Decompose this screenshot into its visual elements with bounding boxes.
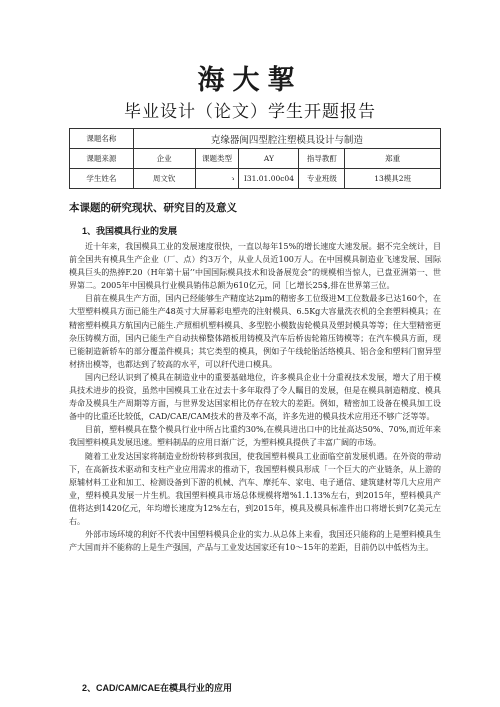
subheading-cad: 2、CAD/CAM/CAE在模具行业的应用 xyxy=(82,683,233,693)
paragraph: 目前，塑料模具在整个模具行业中所占比重约30%,在模具进出口中的比扯高达50%、70%,而近年来我国塑料模具发展迅速。塑料制品的应用日渐广泛，为塑料模具提供了丰富广阔的市场。 xyxy=(69,425,441,448)
subheading-industry: 1、我国模具行业的发展 xyxy=(82,226,178,236)
table-row xyxy=(70,149,441,169)
paragraph: 随着工业发达国家将制造业纷纷转移到我国，使我国塑料模具工业面临空前发展机遇。在外资的带动下，在高新技术驱动和支柱产业应用需求的推动下，我国塑料模具形成「一个巨大的产业链条，从上游的原辅材料工业和加工、检测设备到下游的机械、汽车、摩托车、家电、电子通信、建筑建材等几大应用产业，塑料模具发展一片生机。我国塑料模具市场总体规模将增%1.1.13%左右，到2015年，塑料模具产值将达到1420亿元，年均增长速度为12%左右，到2015年，模具及模具标准件出口将增长到7亿美元左右。 xyxy=(69,451,441,526)
source-label: 课题来源 xyxy=(70,149,134,169)
paragraph: 目前在模具生产方面，国内已经能够生产精度达2μm的精密多工位级进M工位数最多已达160个，在大型塑料模具方面已能生产48英寸大屏幕彩电塑壳的注射模具、6.5Kg大容量洗衣机的全套塑料模具；在精密塑料模具方航国内已能生.产照相机塑料模具、多型腔小模数齿轮模具及塑封模具等等；住大型精密更杂压铸模方面，国内已能生产自动扶梯整体踏板用铸模及汽车后桥齿轮箱压铸模等；在汽车模具方面，现已能制造新轿车的部分覆盖件模具；其它类型的模具，例如子午线轮胎活络模具、铝合金和塑料门窗异型材挤出模等，也都达到了较高的水平，可以秆代进口模具。 xyxy=(69,294,441,369)
name-label: 学生姓名 xyxy=(70,169,134,189)
major-value: 13模具2班 xyxy=(345,169,441,189)
type-label: 课题类型 xyxy=(195,149,239,169)
major-label: 专业班级 xyxy=(299,169,345,189)
topic-value: 克缘器闽四型腔注塑模具设计与制造 xyxy=(133,129,440,149)
university-logo-text: 海大挈 xyxy=(197,65,303,96)
name-value: 周文钦 xyxy=(133,169,195,189)
source-value: 企业 xyxy=(133,149,195,169)
info-table xyxy=(69,128,441,189)
paragraph: 国内已经认识到了模具在制造业中的重要基础地位，许多模具企业十分重视技术发展，增大了用于模具技术进步的投资，虽然中国模具工业在过去十多年取得了令人瞩目的发展，但是在模具制造精度、模具寿命及模具生产周期等方面，与世界发达国家相比仍存在较大的差距。例如，精密加工设备在模具加工设备中的比重还比较低，CAD/CAE/CAM技术的普及率不高，许多先进的模具技术应用还不够广泛等等。 xyxy=(69,372,441,422)
type-value: AY xyxy=(239,149,299,169)
advisor-label: 指导教酊 xyxy=(299,149,345,169)
table-row xyxy=(70,169,441,189)
body-text xyxy=(69,240,441,554)
paragraph: 外部市场环境的利好不代表中国塑料模具企业的实力.从总体上来看，我国还只能称的上是塑料模具生产大国而并不能称的上是生产强国，产品与工业发达国家还有10～15年的差距，目前仍以中低档为主。 xyxy=(69,530,441,553)
id-value: I31.01.00c04 xyxy=(239,169,299,189)
paragraph: 近十年来，我国模具工业的发展速度很快，一直以每年15%的增长速度大速发展。据不完全统计，目前全国共有模具生产企业（厂、点）约3万个，从业人员近100万人。在中国模具制造业飞速发展、国际模具巨头的热捧F.20（H年第十届’’中国国际模具技术和设备展览会”的规模相当惊人，已盘亚洲第一、世界第二。2005年中国模具行业模具销伟总额为610亿元，同［匕增长25$,排在世界第三位。 xyxy=(69,242,441,291)
advisor-value: 郑重 xyxy=(345,149,441,169)
page-title: 毕业设计（论文）学生开题报告 xyxy=(124,102,376,122)
section-heading: 本课题的研究现状、研究目的及意义 xyxy=(69,202,237,214)
id-label: ゝ xyxy=(195,169,239,189)
table-row xyxy=(70,129,441,149)
topic-label: 课题名称 xyxy=(70,129,134,149)
